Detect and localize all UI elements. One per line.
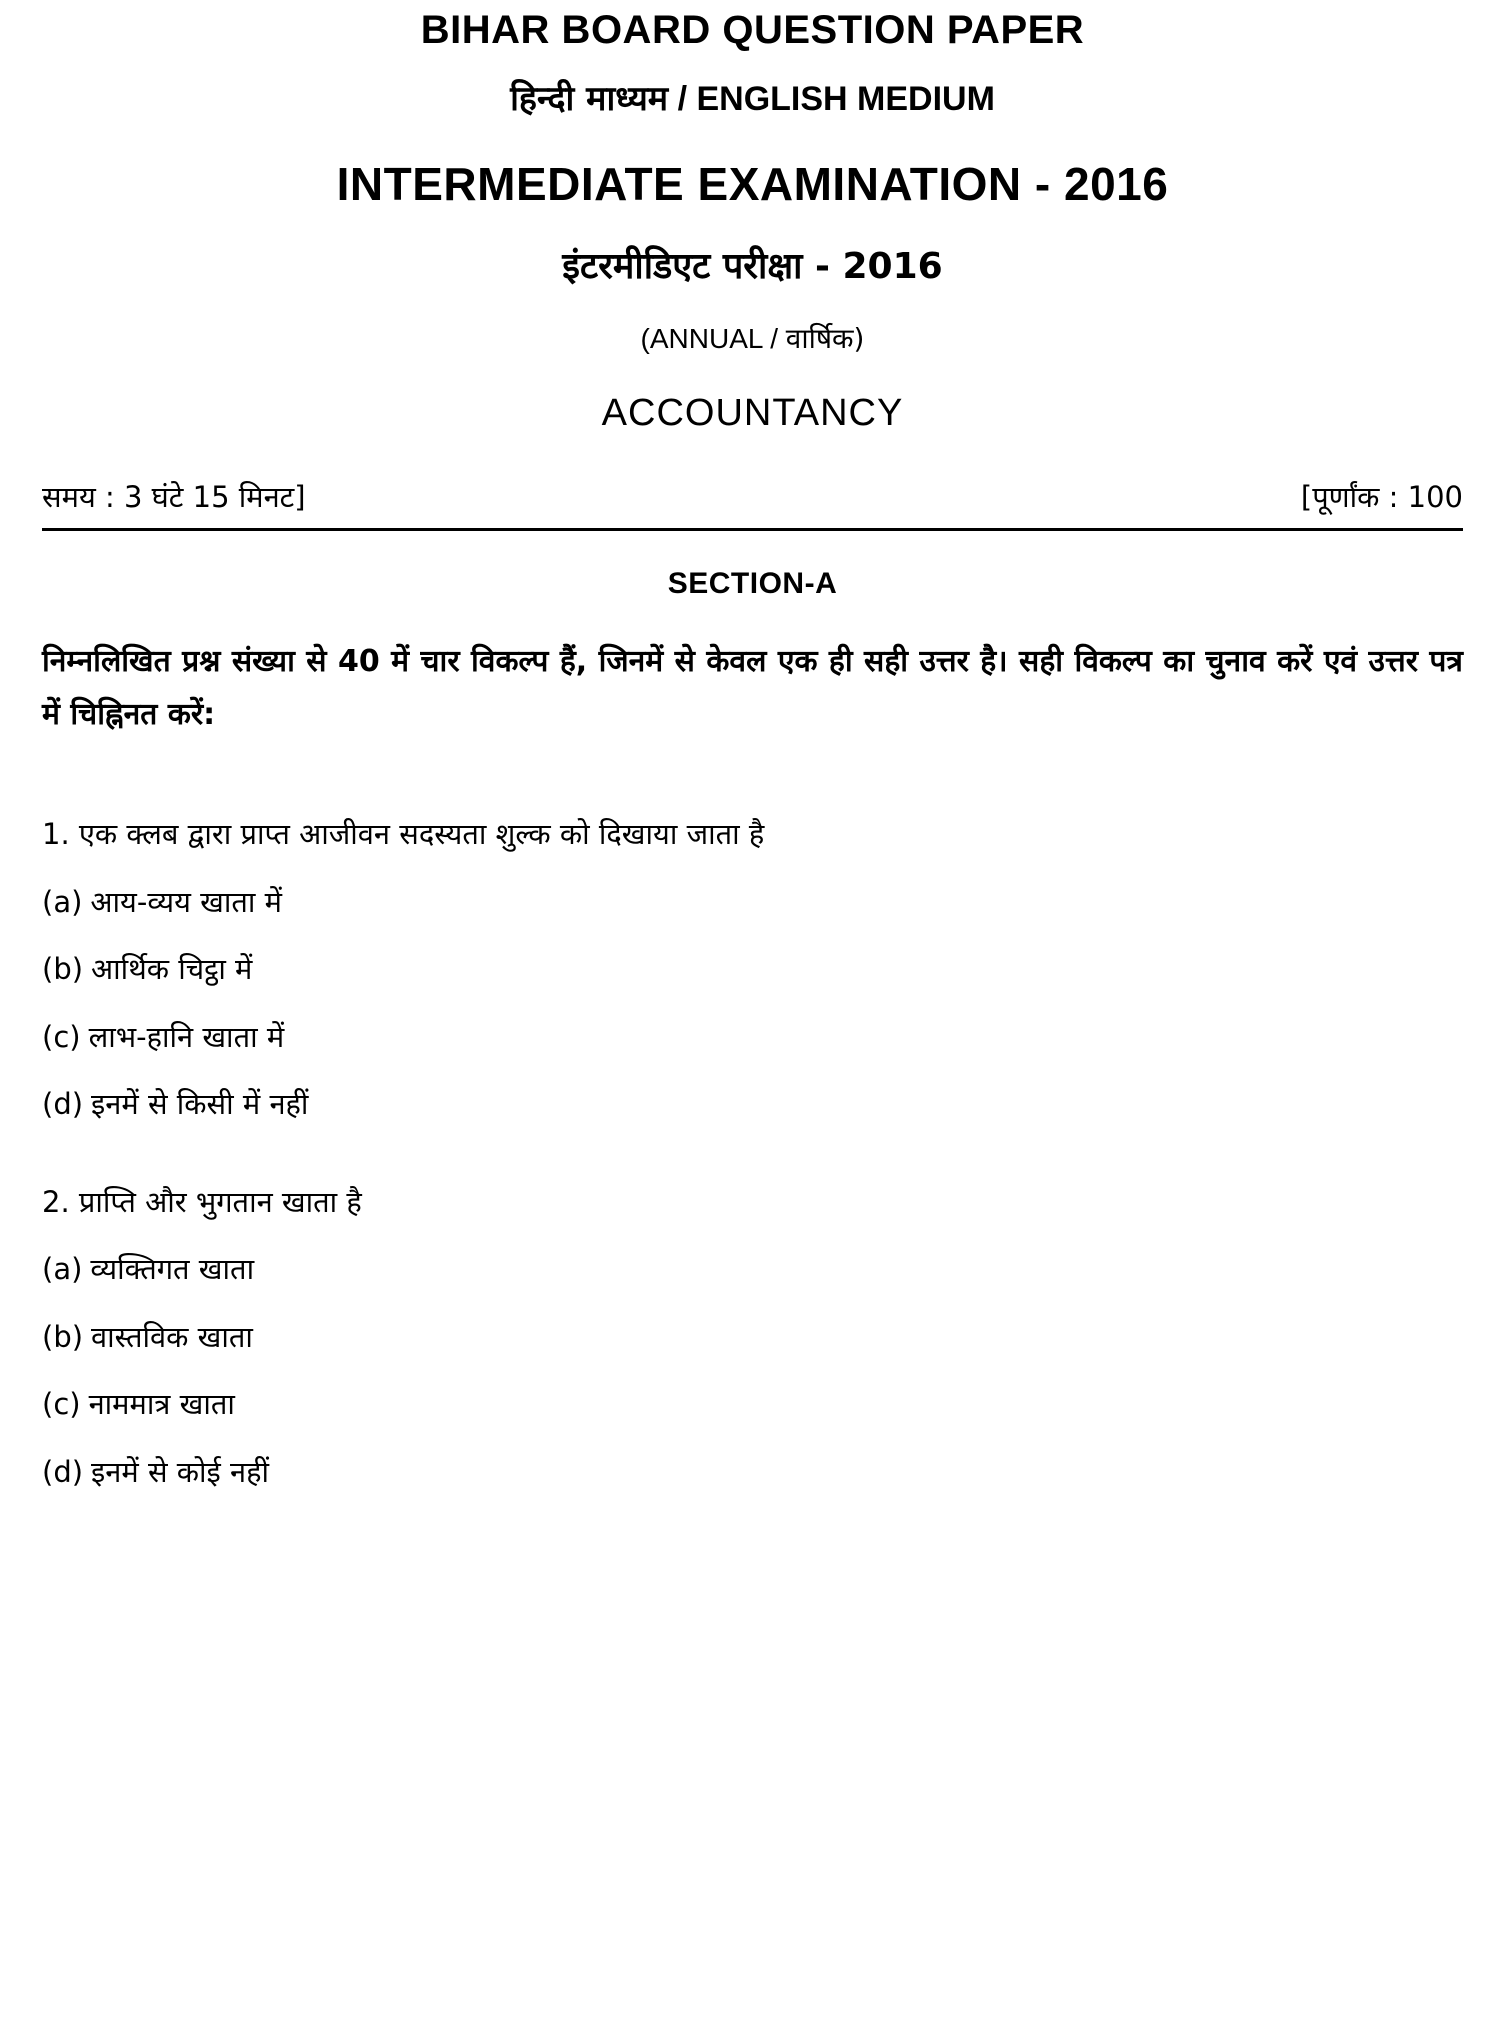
option-label: (d) bbox=[42, 1454, 84, 1489]
question-body: प्राप्ति और भुगतान खाता है bbox=[78, 1184, 362, 1219]
option-text: व्यक्तिगत खाता bbox=[90, 1252, 255, 1287]
option-row[interactable] bbox=[42, 1083, 1463, 1127]
time-and-marks-row bbox=[42, 481, 1463, 529]
header-divider-rule bbox=[42, 528, 1463, 531]
option-text: आय-व्यय खाता में bbox=[90, 884, 282, 919]
option-label: (a) bbox=[42, 1252, 83, 1287]
option-label: (c) bbox=[42, 1387, 81, 1422]
question-body: एक क्लब द्वारा प्राप्त आजीवन सदस्यता शुल्क को दिखाया जाता है bbox=[78, 817, 765, 852]
question-number: 1. bbox=[42, 817, 70, 852]
exam-type-english: (ANNUAL / bbox=[640, 323, 786, 355]
exam-title-english: INTERMEDIATE EXAMINATION - 2016 bbox=[336, 158, 1169, 211]
medium-hindi: हिन्दी माध्यम bbox=[510, 79, 669, 119]
option-row[interactable] bbox=[42, 1248, 1463, 1292]
question-block bbox=[42, 813, 1463, 1127]
questions-list bbox=[42, 813, 1463, 1494]
option-text: इनमें से कोई नहीं bbox=[91, 1454, 270, 1489]
option-row[interactable] bbox=[42, 1316, 1463, 1360]
medium-separator: / bbox=[668, 80, 697, 118]
question-text bbox=[42, 813, 1463, 857]
medium-line bbox=[42, 52, 1463, 119]
full-marks-label: [पूर्णांक : 100 bbox=[1300, 480, 1463, 515]
exam-title-hindi: इंटरमीडिएट परीक्षा - 2016 bbox=[562, 245, 943, 287]
section-a-heading: SECTION-A bbox=[667, 567, 838, 601]
option-label: (a) bbox=[42, 884, 83, 919]
option-label: (b) bbox=[42, 952, 84, 987]
option-text: लाभ-हानि खाता में bbox=[88, 1019, 285, 1054]
option-row[interactable] bbox=[42, 881, 1463, 925]
option-row[interactable] bbox=[42, 1451, 1463, 1495]
exam-type-line bbox=[42, 287, 1463, 355]
medium-english: ENGLISH MEDIUM bbox=[696, 80, 995, 118]
option-text: वास्तविक खाता bbox=[91, 1319, 253, 1354]
option-row[interactable] bbox=[42, 1383, 1463, 1427]
option-row[interactable] bbox=[42, 1016, 1463, 1060]
question-number: 2. bbox=[42, 1184, 70, 1219]
option-label: (c) bbox=[42, 1019, 81, 1054]
question-text bbox=[42, 1181, 1463, 1225]
option-row[interactable] bbox=[42, 948, 1463, 992]
question-block bbox=[42, 1181, 1463, 1495]
option-label: (d) bbox=[42, 1087, 84, 1122]
option-text: इनमें से किसी में नहीं bbox=[91, 1087, 309, 1122]
option-text: आर्थिक चिट्ठा में bbox=[91, 952, 253, 987]
time-allowed-label: समय : 3 घंटे 15 मिनट] bbox=[42, 480, 306, 515]
subject-title: ACCOUNTANCY bbox=[601, 392, 904, 435]
exam-type-hindi: वार्षिक) bbox=[785, 322, 865, 356]
section-instructions: निम्नलिखित प्रश्न संख्या से 40 में चार विकल्प हैं, जिनमें से केवल एक ही सही उत्तर है। सही विकल्प का चुनाव करें एवं उत्तर पत्र में चिह्निनत करें: bbox=[42, 644, 1463, 732]
option-text: नाममात्र खाता bbox=[88, 1387, 235, 1422]
board-title: BIHAR BOARD QUESTION PAPER bbox=[420, 8, 1085, 52]
paper-header bbox=[42, 0, 1463, 435]
option-label: (b) bbox=[42, 1319, 84, 1354]
